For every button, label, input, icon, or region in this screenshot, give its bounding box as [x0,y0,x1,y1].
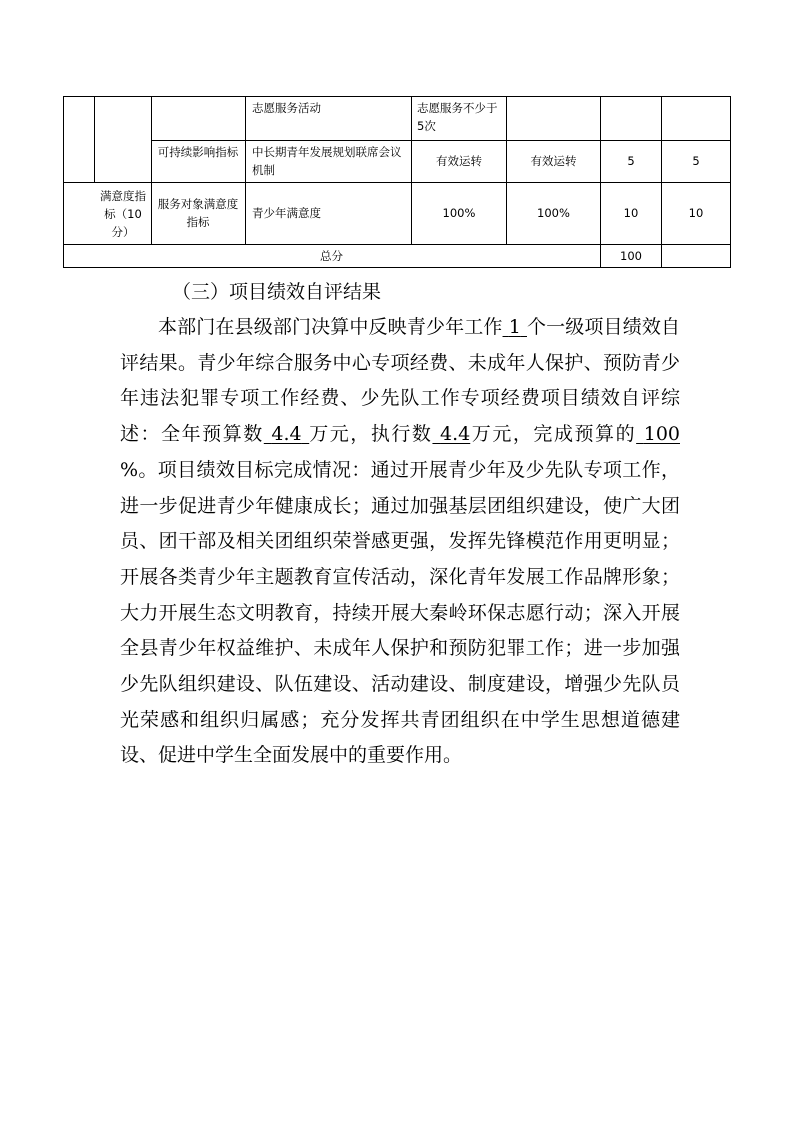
completion-rate: 100 [643,423,680,446]
paragraph-text-3: 万元，执行数 [309,423,433,446]
row2-indicator: 中长期青年发展规划联席会议机制 [252,145,402,177]
row2-weight: 5 [627,154,635,168]
row2-score: 5 [692,154,700,168]
row3-target: 100% [442,206,476,220]
performance-table [63,96,731,268]
row2-actual: 有效运转 [530,154,577,168]
executed-value: 4.4 [440,423,471,446]
row3-indicator: 青少年满意度 [252,206,321,220]
paragraph-text-2: 个一级项目绩效自评结果。青少年综合服务中心专项经费、未成年人保护、预防青少年违法犯罪专项工作经费、少先队工作专项经费项目绩效自评综述：全年预算数 [120,316,680,446]
row2-target: 有效运转 [436,154,482,168]
paragraph-text-5: %。项目绩效目标完成情况：通过开展青少年及少先队专项工作，进一步促进青少年健康成长；通过加强基层团组织建设，使广大团员、团干部及相关团组织荣誉感更强，发挥先锋模范作用更明显；开展各类青少年主题教育宣传活动，深化青年发展工作品牌形象；大力开展生态文明教育，持续开展大秦岭环保志愿行动；深入开展全县青少年权益维护、未成年人保护和预防犯罪工作；进一步加强少先队组织建设、队伍建设、活动建设、制度建设，增强少先队员光荣感和组织归属感；充分发挥共青团组织在中学生思想道德建设、促进中学生全面发展中的重要作用。 [120,458,680,767]
row3-weight: 10 [623,206,639,220]
row3-score: 10 [688,206,704,220]
row2-subcat: 可持续影响指标 [157,145,239,159]
paragraph-text-4: 万元，完成预算的 [470,423,637,446]
total-label: 总分 [320,249,343,263]
budget-value: 4.4 [271,423,302,446]
paragraph-text-1: 本部门在县级部门决算中反映青少年工作 [158,316,503,338]
section-paragraph [120,310,680,774]
row3-category: 满意度指标（10分） [100,189,146,239]
row3-actual: 100% [537,206,570,220]
row3-subcat: 服务对象满意度指标 [157,197,239,229]
row1-indicator: 志愿服务活动 [252,101,321,115]
section-heading: （三）项目绩效自评结果 [172,281,382,303]
row1-target: 志愿服务不少于5次 [417,101,498,133]
project-count: 1 [508,316,521,338]
total-value: 100 [620,249,642,263]
